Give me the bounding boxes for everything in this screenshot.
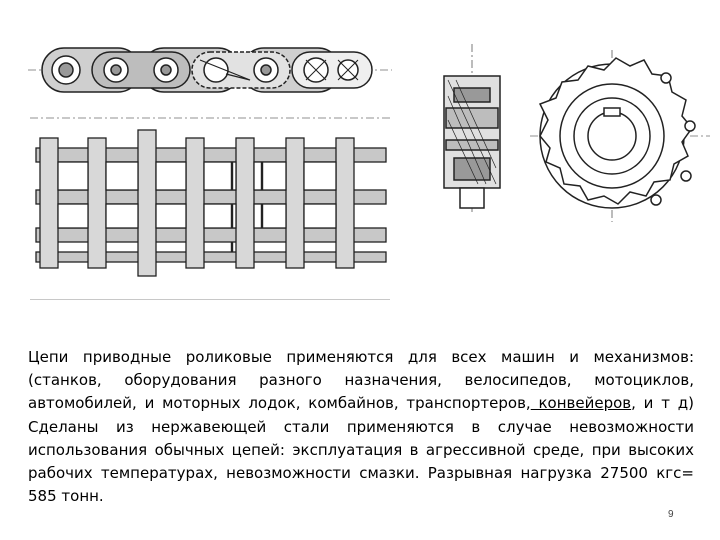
chain-description-paragraph: [28, 346, 694, 508]
chain-top-view: [30, 118, 390, 300]
sprocket-front-view: [530, 50, 710, 222]
chain-side-view: [28, 48, 392, 92]
paragraph-text-part1: Цепи приводные роликовые применяются для всех машин и механизмов: (станков, оборудования разного назначения, велосипедов, мотоциклов, автомобилей, и моторных лодок, комбайнов, транспортеров,: [28, 348, 694, 413]
conveyors-link[interactable]: конвейеров: [530, 394, 632, 413]
sprocket-section-view: [444, 44, 500, 212]
page-number: 9: [668, 509, 674, 520]
paragraph-text-part2: , и т д) Сделаны из нержавеющей стали применяются в случае невозможности использования обычных цепей: эксплуатация в агрессивной среде, при высоких рабочих температурах, невозможности смазки. Разрывная нагрузка 27500 кгс= 585 тонн.: [28, 394, 694, 506]
